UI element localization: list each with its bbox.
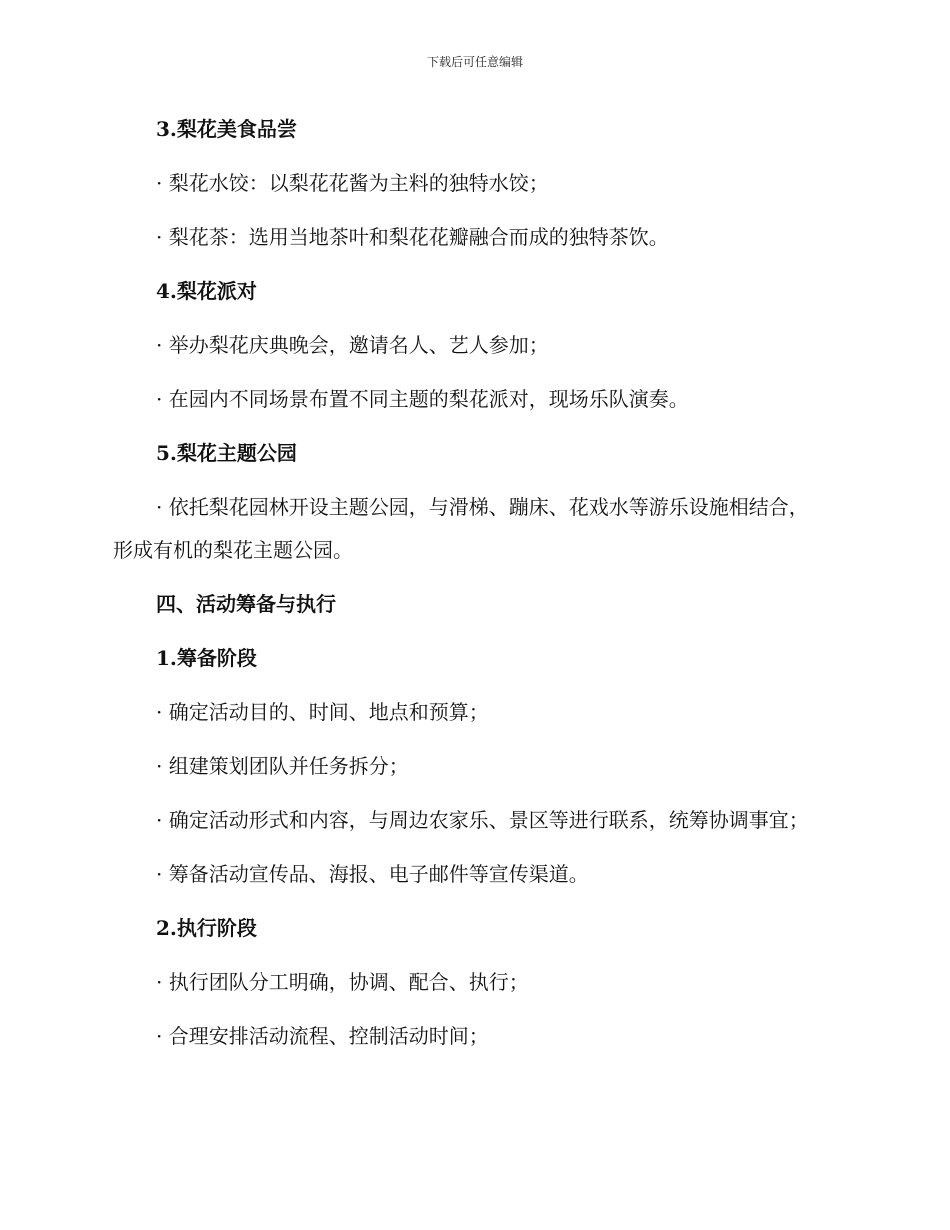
section-heading: 1.筹备阶段 — [156, 646, 257, 670]
paragraph: · 执行团队分工明确，协调、配合、执行； — [156, 970, 529, 994]
section-heading: 3.梨花美食品尝 — [156, 117, 297, 141]
paragraph: · 筹备活动宣传品、海报、电子邮件等宣传渠道。 — [156, 862, 589, 886]
paragraph: · 确定活动形式和内容，与周边农家乐、景区等进行联系，统筹协调事宜； — [156, 808, 809, 832]
paragraph: · 举办梨花庆典晚会，邀请名人、艺人参加； — [156, 333, 549, 357]
chapter-heading: 四、活动筹备与执行 — [156, 592, 336, 616]
section-heading: 2.执行阶段 — [156, 916, 257, 940]
section-heading: 4.梨花派对 — [156, 279, 257, 303]
paragraph: · 合理安排活动流程、控制活动时间； — [156, 1024, 489, 1048]
paragraph: · 梨花茶：选用当地茶叶和梨花花瓣融合而成的独特茶饮。 — [156, 225, 669, 249]
paragraph: · 梨花水饺：以梨花花酱为主料的独特水饺； — [156, 171, 549, 195]
page-header: 下载后可任意编辑 — [426, 55, 523, 69]
paragraph: · 依托梨花园林开设主题公园，与滑梯、蹦床、花戏水等游乐设施相结合，形成有机的梨花主题公园。 — [113, 495, 809, 562]
paragraph: · 确定活动目的、时间、地点和预算； — [156, 700, 489, 724]
section-heading: 5.梨花主题公园 — [156, 441, 297, 465]
paragraph: · 在园内不同场景布置不同主题的梨花派对，现场乐队演奏。 — [156, 387, 689, 411]
document-body — [113, 108, 827, 1069]
paragraph: · 组建策划团队并任务拆分； — [156, 754, 409, 778]
